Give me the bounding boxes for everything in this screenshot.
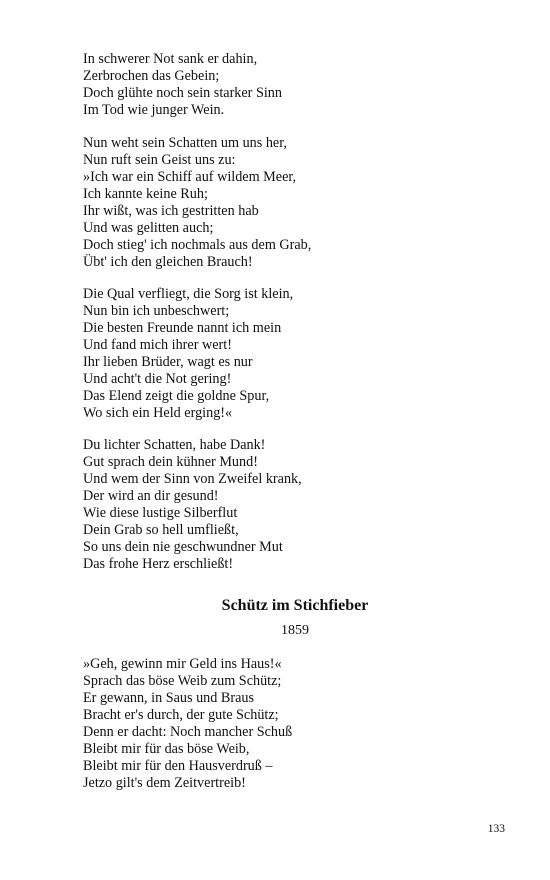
verse-line: Ihr lieben Brüder, wagt es nur <box>83 354 253 370</box>
stanza-1 <box>83 51 523 119</box>
verse-line: Im Tod wie junger Wein. <box>83 102 225 118</box>
poem-title: Schütz im Stichfieber <box>221 597 369 614</box>
verse-line: In schwerer Not sank er dahin, <box>83 51 258 67</box>
verse-line: Der wird an dir gesund! <box>83 488 219 504</box>
verse-line: Bracht er's durch, der gute Schütz; <box>83 707 279 723</box>
stanza-3 <box>83 286 523 422</box>
verse-line: Ihr wißt, was ich gestritten hab <box>83 203 259 219</box>
poem-year: 1859 <box>281 623 309 638</box>
verse-line: Du lichter Schatten, habe Dank! <box>83 437 266 453</box>
verse-line: Nun weht sein Schatten um uns her, <box>83 135 287 151</box>
verse-line: So uns dein nie geschwundner Mut <box>83 539 283 555</box>
verse-line: Und fand mich ihrer wert! <box>83 337 232 353</box>
stanza-2 <box>83 135 523 271</box>
page-number: 133 <box>487 823 505 835</box>
verse-line: Das frohe Herz erschließt! <box>83 556 234 572</box>
verse-line: Das Elend zeigt die goldne Spur, <box>83 388 270 404</box>
verse-line: Wie diese lustige Silberflut <box>83 505 238 521</box>
verse-line: »Geh, gewinn mir Geld ins Haus!« <box>83 656 282 672</box>
verse-line: Nun ruft sein Geist uns zu: <box>83 152 236 168</box>
verse-line: Sprach das böse Weib zum Schütz; <box>83 673 282 689</box>
verse-line: Jetzo gilt's dem Zeitvertreib! <box>83 775 246 791</box>
verse-line: Dein Grab so hell umfließt, <box>83 522 239 538</box>
verse-line: Und acht't die Not gering! <box>83 371 232 387</box>
verse-line: Ich kannte keine Ruh; <box>83 186 208 202</box>
verse-line: Und was gelitten auch; <box>83 220 214 236</box>
stanza-4 <box>83 437 523 573</box>
verse-line: Die besten Freunde nannt ich mein <box>83 320 282 336</box>
verse-line: Und wem der Sinn von Zweifel krank, <box>83 471 302 487</box>
verse-line: Die Qual verfliegt, die Sorg ist klein, <box>83 286 294 302</box>
verse-line: Übt' ich den gleichen Brauch! <box>83 254 253 270</box>
verse-line: Bleibt mir für das böse Weib, <box>83 741 250 757</box>
verse-line: Nun bin ich unbeschwert; <box>83 303 230 319</box>
verse-line: Er gewann, in Saus und Braus <box>83 690 255 706</box>
verse-line: Zerbrochen das Gebein; <box>83 68 220 84</box>
poem-stanza <box>83 656 523 792</box>
verse-line: »Ich war ein Schiff auf wildem Meer, <box>83 169 297 185</box>
verse-line: Doch stieg' ich nochmals aus dem Grab, <box>83 237 312 253</box>
verse-line: Gut sprach dein kühner Mund! <box>83 454 258 470</box>
verse-line: Denn er dacht: Noch mancher Schuß <box>83 724 293 740</box>
verse-line: Bleibt mir für den Hausverdruß – <box>83 758 273 774</box>
verse-line: Wo sich ein Held erging!« <box>83 405 233 421</box>
verse-line: Doch glühte noch sein starker Sinn <box>83 85 282 101</box>
